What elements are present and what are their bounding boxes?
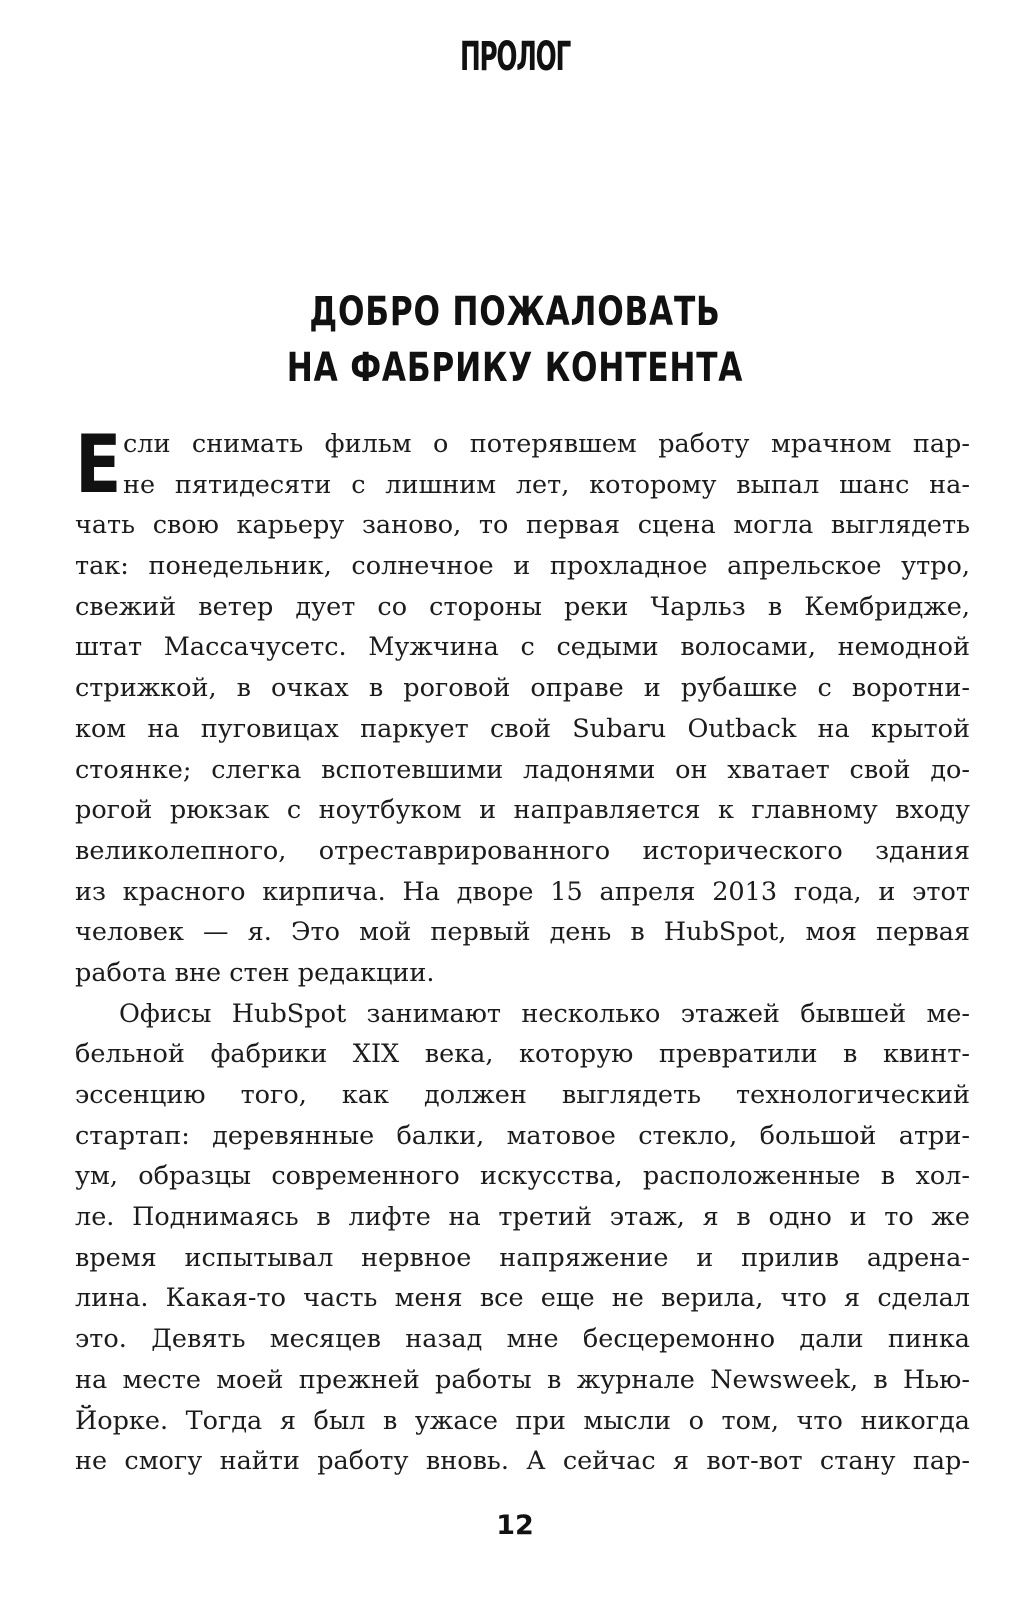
text-line: время испытывал нервное напряжение и прилив адрена- [75,1242,970,1273]
drop-cap: Е [75,418,122,511]
chapter-title-line-2: НА ФАБРИКУ КОНТЕНТА [286,345,744,391]
text-line: из красного кирпича. На дворе 15 апреля 2013 года, и этот [75,876,970,907]
page-number: 12 [496,1510,534,1541]
text-line: Йорке. Тогда я был в ужасе при мысли о том, что никогда [75,1405,970,1436]
text-line: ум, образцы современного искусства, расположенные в хол- [75,1161,970,1192]
chapter-title [0,284,1030,396]
paragraph-1 [75,418,970,994]
running-head: ПРОЛОГ [459,34,571,80]
body-text [75,418,970,1482]
paragraph-2 [75,994,970,1482]
text-line: штат Массачусетс. Мужчина с седыми волосами, немодной [75,632,970,663]
text-line: ком на пуговицах паркует свой Subaru Outback на крытой [75,713,970,744]
text-line: эссенцию того, как должен выглядеть технологический [75,1080,970,1110]
text-line: лина. Какая-то часть меня все еще не верила, что я сделал [75,1283,970,1314]
text-line: не пятидесяти с лишним лет, которому выпал шанс на- [123,469,970,500]
text-line: стоянке; слегка вспотевшими ладонями он хватает свой до- [75,754,970,785]
text-line: так: понедельник, солнечное и прохладное апрельское утро, [75,551,970,582]
chapter-title-line-1: ДОБРО ПОЖАЛОВАТЬ [309,289,721,335]
text-line: свежий ветер дует со стороны реки Чарльз в Кембридже, [75,591,970,622]
text-line: чать свою карьеру заново, то первая сцена могла выглядеть [75,510,970,541]
text-line: это. Девять месяцев назад мне бесцеремонно дали пинка [75,1324,970,1355]
text-line: стартап: деревянные балки, матовое стекло, большой атри- [75,1120,970,1151]
text-line: стрижкой, в очках в роговой оправе и рубашке с воротни- [75,673,970,704]
text-line: человек — я. Это мой первый день в HubSpot, моя первая [75,917,970,948]
text-line: на месте моей прежней работы в журнале Newsweek, в Нью- [75,1364,970,1395]
text-line: сли снимать фильм о потерявшем работу мрачном пар- [123,429,970,459]
text-line: великолепного, отреставрированного исторического здания [75,835,970,866]
text-line: ле. Поднимаясь в лифте на третий этаж, я в одно и то же [75,1202,970,1233]
text-line: рогой рюкзак с ноутбуком и направляется к главному входу [75,795,970,826]
text-line: не смогу найти работу вновь. А сейчас я вот-вот стану пар- [75,1446,970,1477]
text-line: Офисы HubSpot занимают несколько этажей бывшей ме- [119,998,970,1029]
text-line: бельной фабрики XIX века, которую превратили в квинт- [75,1039,970,1070]
text-line: работа вне стен редакции. [75,957,435,988]
